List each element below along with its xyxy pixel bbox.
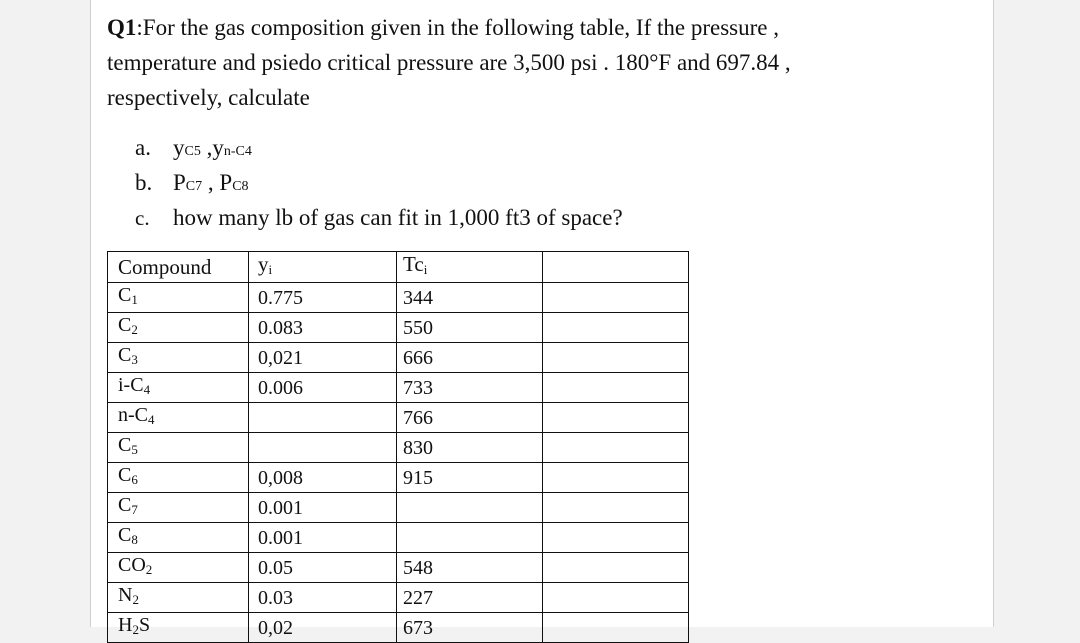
header-empty [543, 252, 689, 283]
cell-critical-temperature: 915 [397, 463, 543, 493]
cell-empty [543, 403, 689, 433]
cell-compound: $N_2$ [108, 583, 249, 613]
cell-empty [543, 463, 689, 493]
cell-critical-temperature: 344 [397, 283, 543, 313]
cell-mole-fraction [249, 433, 397, 463]
cell-compound: $H_2S$ [108, 613, 249, 643]
cell-empty [543, 433, 689, 463]
cell-critical-temperature: 673 [397, 613, 543, 643]
table-row [108, 313, 689, 343]
cell-empty [543, 583, 689, 613]
cell-compound: $CO_2$ [108, 553, 249, 583]
cell-critical-temperature: 830 [397, 433, 543, 463]
sub-question-c: c. how many lb of gas can fit in 1,000 ft3 of space? [135, 200, 623, 235]
question-number: Q1 [107, 15, 137, 40]
cell-critical-temperature: 666 [397, 343, 543, 373]
cell-critical-temperature: 766 [397, 403, 543, 433]
cell-mole-fraction: 0,008 [249, 463, 397, 493]
table-row [108, 583, 689, 613]
cell-mole-fraction: 0.001 [249, 523, 397, 553]
question-text [107, 10, 967, 115]
cell-mole-fraction [249, 403, 397, 433]
cell-empty [543, 553, 689, 583]
cell-mole-fraction: 0,02 [249, 613, 397, 643]
sub-question-b: b. PC7 , PC8 [135, 165, 623, 200]
cell-mole-fraction: 0.083 [249, 313, 397, 343]
cell-empty [543, 493, 689, 523]
cell-critical-temperature [397, 493, 543, 523]
header-yi: yi [249, 252, 397, 283]
cell-compound: $n-C_4$ [108, 403, 249, 433]
table-row [108, 433, 689, 463]
document-page [90, 0, 994, 639]
cell-mole-fraction: 0.05 [249, 553, 397, 583]
sub-question-a: a. yC5 ,yn-C4 [135, 130, 623, 165]
table-row [108, 493, 689, 523]
cell-mole-fraction: 0.006 [249, 373, 397, 403]
cell-compound: $C_5$ [108, 433, 249, 463]
cell-compound: $C_6$ [108, 463, 249, 493]
table-row [108, 613, 689, 643]
table-row [108, 553, 689, 583]
cell-compound: $C_3$ [108, 343, 249, 373]
cell-compound: $C_8$ [108, 523, 249, 553]
question-line-3: respectively, calculate [107, 85, 310, 110]
cell-critical-temperature: 548 [397, 553, 543, 583]
table-row [108, 373, 689, 403]
table-row [108, 523, 689, 553]
question-line-1: Q1:For the gas composition given in the following table, If the pressure , [107, 15, 779, 40]
header-compound: Compound [108, 252, 249, 283]
table-row [108, 463, 689, 493]
cell-compound: $C_2$ [108, 313, 249, 343]
cell-compound: $C_1$ [108, 283, 249, 313]
cell-empty [543, 523, 689, 553]
cell-critical-temperature [397, 523, 543, 553]
cell-mole-fraction: 0.001 [249, 493, 397, 523]
table-row [108, 283, 689, 313]
sub-question-letter: b. [135, 170, 153, 195]
cell-empty [543, 313, 689, 343]
composition-table [107, 251, 689, 643]
cell-critical-temperature: 733 [397, 373, 543, 403]
cell-critical-temperature: 227 [397, 583, 543, 613]
cell-mole-fraction: 0.775 [249, 283, 397, 313]
sub-question-list [135, 130, 623, 235]
cell-mole-fraction: 0,021 [249, 343, 397, 373]
table-row [108, 343, 689, 373]
cell-empty [543, 373, 689, 403]
cell-empty [543, 283, 689, 313]
cell-empty [543, 343, 689, 373]
cell-empty [543, 613, 689, 643]
table-header-row [108, 252, 689, 283]
cell-mole-fraction: 0.03 [249, 583, 397, 613]
cell-compound: $i-C_4$ [108, 373, 249, 403]
header-tci: Tci [397, 252, 543, 283]
sub-question-letter: a. [135, 135, 151, 160]
cell-compound: $C_7$ [108, 493, 249, 523]
question-line-2: temperature and psiedo critical pressure are 3,500 psi . 180°F and 697.84 , [107, 50, 791, 75]
cell-critical-temperature: 550 [397, 313, 543, 343]
sub-question-letter: c. [135, 206, 150, 230]
table-row [108, 403, 689, 433]
